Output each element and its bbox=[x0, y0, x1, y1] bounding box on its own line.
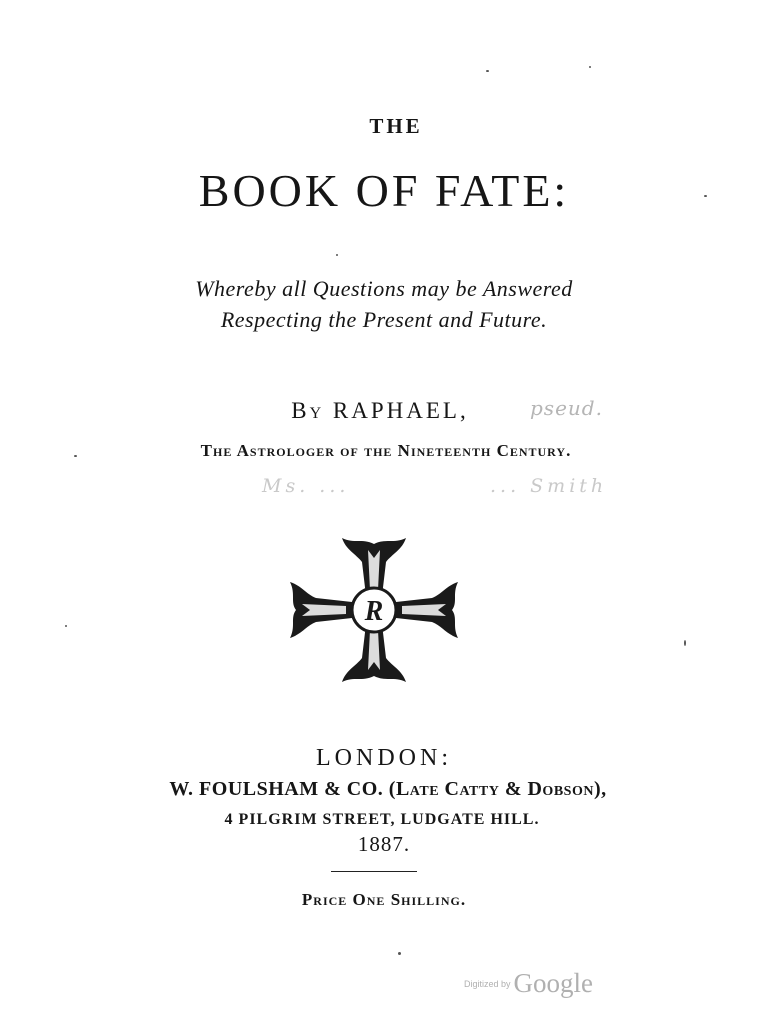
subtitle-line-2: Respecting the Present and Future. bbox=[220, 307, 548, 332]
imprint-address: 4 PILGRIM STREET, LUDGATE HILL. bbox=[224, 811, 540, 828]
faint-handwriting-right: ... Smith bbox=[490, 475, 608, 497]
author-name: RAPHAEL, bbox=[332, 398, 469, 423]
scan-speck bbox=[74, 455, 77, 457]
scan-speck bbox=[684, 640, 686, 646]
book-title: BOOK OF FATE: bbox=[198, 165, 570, 216]
scan-speck bbox=[704, 195, 707, 197]
publisher-main: W. FOULSHAM & CO. bbox=[169, 778, 384, 800]
scan-speck bbox=[486, 70, 489, 72]
imprint-publisher bbox=[4, 778, 768, 801]
author-handwritten-note: pseud. bbox=[530, 396, 603, 420]
scan-speck bbox=[336, 254, 338, 256]
subtitle-line-1: Whereby all Questions may be Answered bbox=[195, 276, 573, 301]
title-article: THE bbox=[369, 114, 423, 138]
publisher-note: (Late Catty & Dobson), bbox=[388, 778, 607, 800]
digitization-watermark bbox=[464, 968, 593, 999]
imprint-place: LONDON: bbox=[316, 745, 452, 771]
watermark-brand: Google bbox=[513, 968, 594, 998]
author-description: The Astrologer of the Nineteenth Century. bbox=[200, 441, 572, 460]
scan-speck bbox=[398, 952, 401, 955]
scan-speck bbox=[589, 66, 591, 68]
faint-handwriting-left: Ms. ... bbox=[262, 475, 350, 497]
cross-monogram: R bbox=[364, 596, 384, 627]
author-by: By bbox=[291, 398, 325, 423]
scan-speck bbox=[65, 625, 67, 627]
cross-emblem-icon bbox=[284, 532, 464, 688]
watermark-prefix: Digitized by bbox=[464, 978, 511, 989]
author-line bbox=[0, 398, 764, 424]
imprint-year: 1887. bbox=[357, 832, 411, 856]
price-line: Price One Shilling. bbox=[301, 890, 467, 909]
divider-rule bbox=[331, 871, 417, 872]
